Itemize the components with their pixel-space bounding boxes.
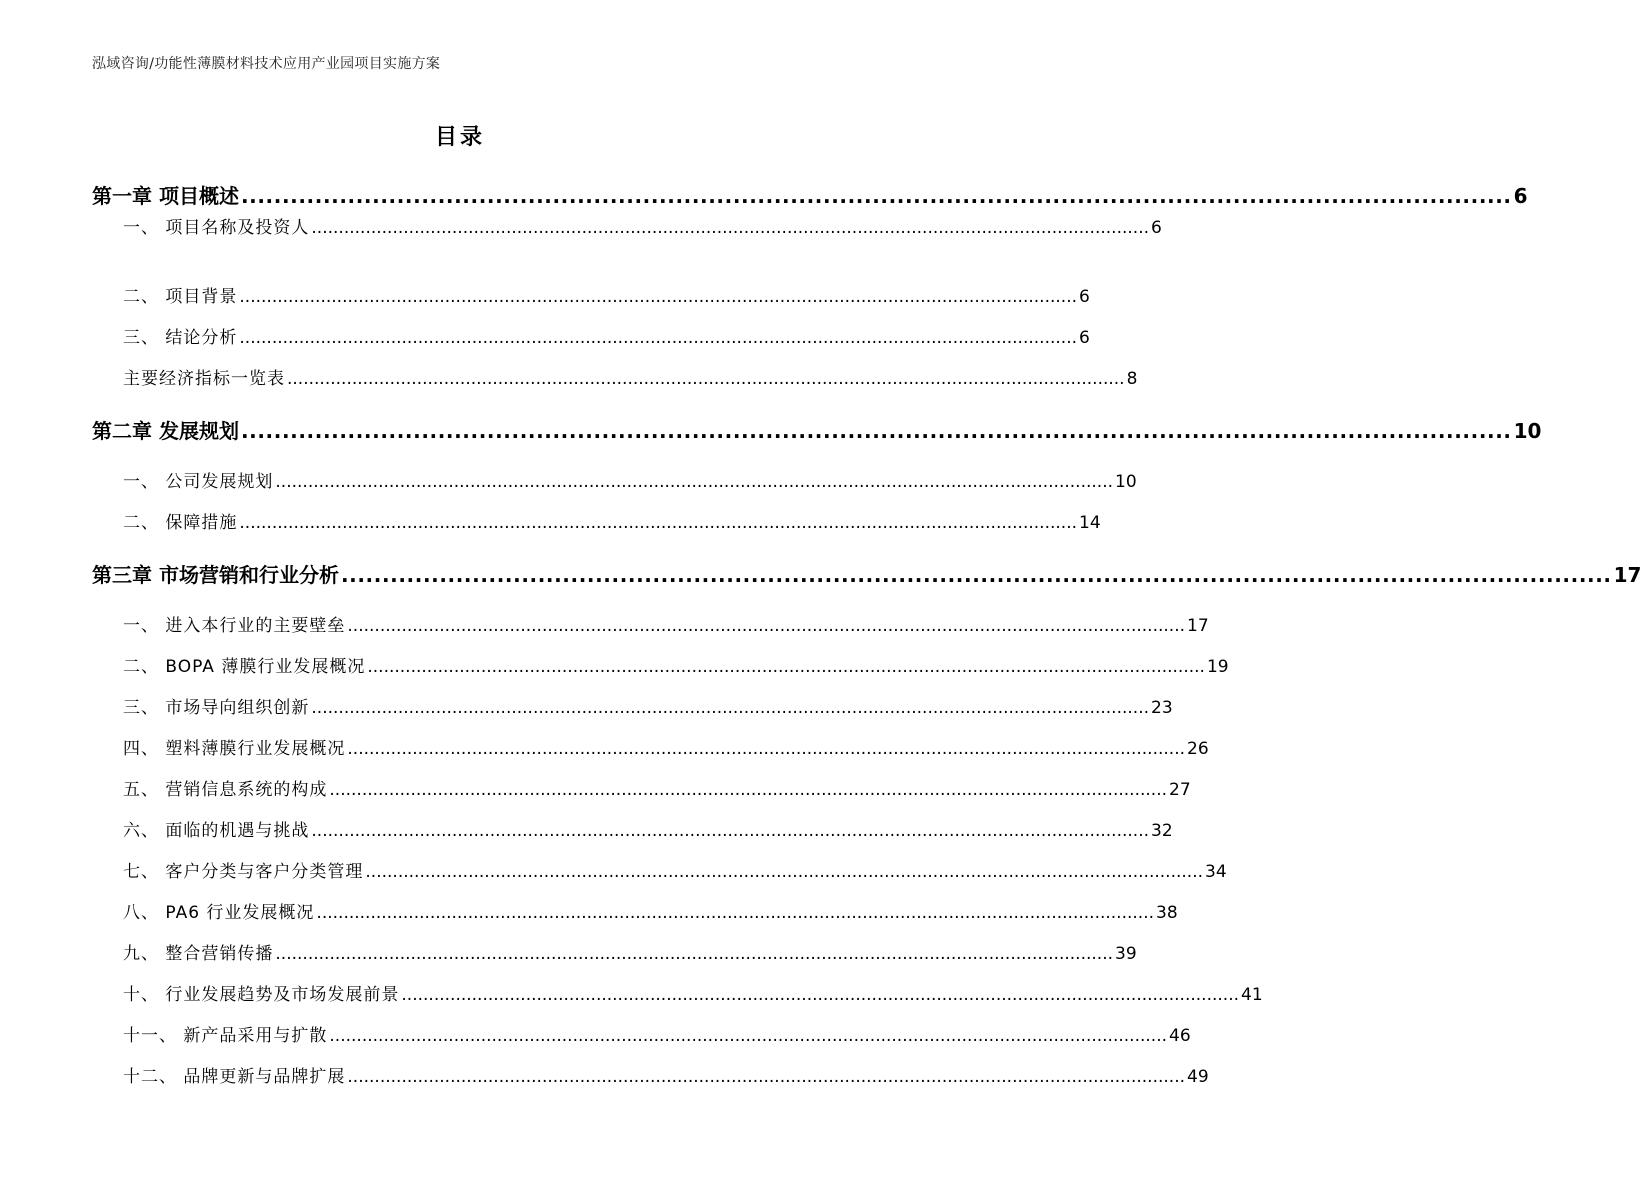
toc-dot-leader: ...........................................................................................................................................................: [329, 1026, 1167, 1046]
toc-dot-leader: ...........................................................................................................................................................: [275, 944, 1113, 964]
toc-dot-leader: ...........................................................................................................................................................: [347, 739, 1185, 759]
toc-section-1-1[interactable]: [123, 218, 1162, 238]
toc-dot-leader: ...........................................................................................................................................................: [311, 821, 1149, 841]
toc-entry-label: 八、 PA6 行业发展概况: [123, 903, 315, 923]
toc-chapter-1[interactable]: [92, 184, 1528, 208]
toc-dot-leader: ...........................................................................................................................................................: [311, 698, 1149, 718]
toc-dot-leader: ...........................................................................................................................................................: [240, 419, 1512, 443]
toc-entry-label: 一、 进入本行业的主要壁垒: [123, 616, 346, 636]
toc-entry-label: 第一章 项目概述: [92, 184, 239, 208]
toc-page-number: 38: [1156, 903, 1178, 923]
toc-dot-leader: ...........................................................................................................................................................: [340, 563, 1612, 587]
toc-page-number: 46: [1169, 1026, 1191, 1046]
page-title: 目录: [434, 125, 485, 150]
toc-page-number: 27: [1169, 780, 1191, 800]
toc-page-number: 10: [1513, 419, 1542, 443]
toc-section-3-12[interactable]: [123, 1067, 1209, 1087]
toc-entry-label: 一、 项目名称及投资人: [123, 218, 310, 238]
toc-section-3-3[interactable]: [123, 698, 1173, 718]
toc-entry-label: 九、 整合营销传播: [123, 944, 274, 964]
toc-entry-label: 第三章 市场营销和行业分析: [92, 563, 339, 587]
toc-entry-label: 十二、 品牌更新与品牌扩展: [123, 1067, 346, 1087]
toc-dot-leader: ...........................................................................................................................................................: [239, 513, 1077, 533]
toc-entry-label: 十一、 新产品采用与扩散: [123, 1026, 328, 1046]
toc-page-number: 6: [1513, 184, 1528, 208]
toc-section-3-5[interactable]: [123, 780, 1191, 800]
toc-page-number: 49: [1187, 1067, 1209, 1087]
toc-entry-label: 二、 保障措施: [123, 513, 238, 533]
toc-dot-leader: ...........................................................................................................................................................: [240, 184, 1512, 208]
toc-dot-leader: ...........................................................................................................................................................: [311, 218, 1149, 238]
toc-page-number: 39: [1115, 944, 1137, 964]
toc-dot-leader: ...........................................................................................................................................................: [329, 780, 1167, 800]
toc-page-number: 32: [1151, 821, 1173, 841]
toc-chapter-2[interactable]: [92, 419, 1542, 443]
toc-page-number: 6: [1079, 287, 1090, 307]
toc-section-3-6[interactable]: [123, 821, 1173, 841]
toc-dot-leader: ...........................................................................................................................................................: [239, 328, 1077, 348]
toc-entry-label: 七、 客户分类与客户分类管理: [123, 862, 364, 882]
toc-page-number: 10: [1115, 472, 1137, 492]
toc-dot-leader: ...........................................................................................................................................................: [401, 985, 1239, 1005]
toc-dot-leader: ...........................................................................................................................................................: [275, 472, 1113, 492]
toc-dot-leader: ...........................................................................................................................................................: [287, 369, 1125, 389]
toc-page-number: 8: [1126, 369, 1138, 389]
toc-page-number: 23: [1151, 698, 1173, 718]
toc-page-number: 6: [1079, 328, 1090, 348]
toc-section-3-9[interactable]: [123, 944, 1137, 964]
toc-page-number: 6: [1151, 218, 1162, 238]
toc-dot-leader: ...........................................................................................................................................................: [367, 657, 1205, 677]
toc-page-number: 17: [1187, 616, 1209, 636]
toc-section-3-10[interactable]: [123, 985, 1263, 1005]
toc-entry-label: 五、 营销信息系统的构成: [123, 780, 328, 800]
toc-page-number: 26: [1187, 739, 1209, 759]
toc-entry-label: 三、 结论分析: [123, 328, 238, 348]
toc-entry-label: 四、 塑料薄膜行业发展概况: [123, 739, 346, 759]
toc-entry-label: 三、 市场导向组织创新: [123, 698, 310, 718]
toc-section-3-2[interactable]: [123, 657, 1229, 677]
toc-dot-leader: ...........................................................................................................................................................: [316, 903, 1155, 923]
toc-dot-leader: ...........................................................................................................................................................: [347, 1067, 1185, 1087]
toc-entry-label: 二、 项目背景: [123, 287, 238, 307]
toc-section-3-11[interactable]: [123, 1026, 1191, 1046]
toc-section-3-8[interactable]: [123, 903, 1178, 923]
toc-entry-label: 一、 公司发展规划: [123, 472, 274, 492]
toc-section-2-2[interactable]: [123, 513, 1101, 533]
toc-section-1-2[interactable]: [123, 287, 1090, 307]
toc-section-1-3[interactable]: [123, 328, 1090, 348]
running-header: 泓域咨询/功能性薄膜材料技术应用产业园项目实施方案: [92, 56, 441, 72]
toc-entry-label: 二、 BOPA 薄膜行业发展概况: [123, 657, 366, 677]
toc-page-number: 41: [1241, 985, 1263, 1005]
toc-chapter-3[interactable]: [92, 563, 1641, 587]
toc-entry-label: 第二章 发展规划: [92, 419, 239, 443]
toc-entry-label: 十、 行业发展趋势及市场发展前景: [123, 985, 400, 1005]
toc-dot-leader: ...........................................................................................................................................................: [239, 287, 1077, 307]
toc-section-2-1[interactable]: [123, 472, 1137, 492]
toc-entry-label: 主要经济指标一览表: [123, 369, 285, 389]
toc-section-1-4[interactable]: [123, 369, 1138, 389]
toc-page-number: 34: [1205, 862, 1227, 882]
toc-entry-label: 六、 面临的机遇与挑战: [123, 821, 310, 841]
toc-section-3-7[interactable]: [123, 862, 1227, 882]
toc-dot-leader: ...........................................................................................................................................................: [365, 862, 1203, 882]
toc-page-number: 19: [1206, 657, 1229, 677]
toc-page-number: 17: [1613, 563, 1641, 587]
toc-section-3-1[interactable]: [123, 616, 1209, 636]
toc-section-3-4[interactable]: [123, 739, 1209, 759]
toc-dot-leader: ...........................................................................................................................................................: [347, 616, 1185, 636]
toc-page-number: 14: [1079, 513, 1101, 533]
